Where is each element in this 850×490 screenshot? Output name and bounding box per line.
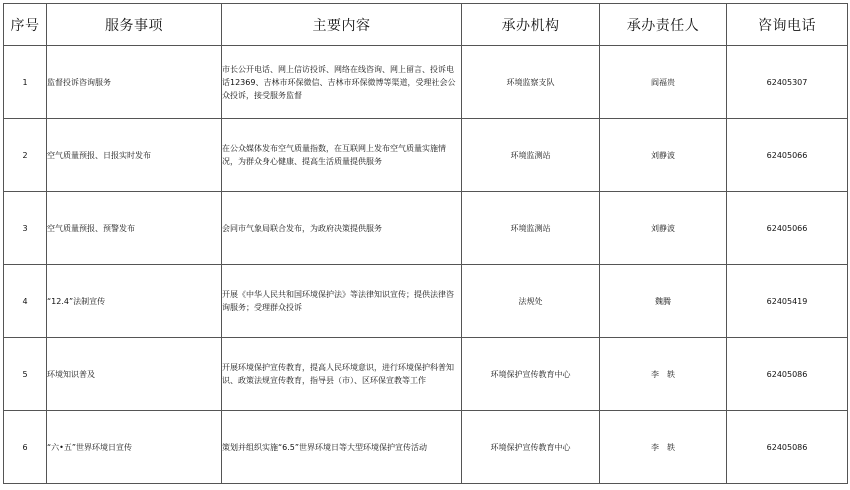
service-item: “六•五”世界环境日宣传 <box>47 411 222 484</box>
main-content: 会同市气象局联合发布，为政府决策提供服务 <box>222 192 462 265</box>
service-item: “12.4”法制宣传 <box>47 265 222 338</box>
service-table <box>3 3 848 484</box>
table-row <box>4 411 848 484</box>
service-item: 空气质量预报、日报实时发布 <box>47 119 222 192</box>
responsible-person: 魏腾 <box>600 265 727 338</box>
phone-number: 62405086 <box>727 411 848 484</box>
phone-number: 62405419 <box>727 265 848 338</box>
table-row <box>4 265 848 338</box>
row-number: 5 <box>4 338 47 411</box>
phone-number: 62405066 <box>727 192 848 265</box>
organization: 环境监察支队 <box>462 46 600 119</box>
organization: 环境监测站 <box>462 119 600 192</box>
table-row <box>4 119 848 192</box>
main-content: 策划并组织实施“6.5”世界环境日等大型环境保护宣传活动 <box>222 411 462 484</box>
main-content: 开展环境保护宣传教育，提高人民环境意识，进行环境保护科普知识、政策法规宣传教育，指导县（市）、区环保宣教等工作 <box>222 338 462 411</box>
organization: 环境保护宣传教育中心 <box>462 338 600 411</box>
responsible-person: 刘静波 <box>600 192 727 265</box>
row-number: 4 <box>4 265 47 338</box>
row-number: 2 <box>4 119 47 192</box>
header-service-item: 服务事项 <box>47 4 222 46</box>
phone-number: 62405086 <box>727 338 848 411</box>
row-number: 1 <box>4 46 47 119</box>
service-item: 监督投诉咨询服务 <box>47 46 222 119</box>
table-row <box>4 46 848 119</box>
header-phone: 咨询电话 <box>727 4 848 46</box>
table-row <box>4 338 848 411</box>
row-number: 3 <box>4 192 47 265</box>
responsible-person: 刘静波 <box>600 119 727 192</box>
phone-number: 62405066 <box>727 119 848 192</box>
responsible-person: 阎福贵 <box>600 46 727 119</box>
row-number: 6 <box>4 411 47 484</box>
organization: 法规处 <box>462 265 600 338</box>
main-content: 在公众媒体发布空气质量指数，在互联网上发布空气质量实施情况，为群众身心健康、提高生活质量提供服务 <box>222 119 462 192</box>
organization: 环境监测站 <box>462 192 600 265</box>
table-header-row <box>4 4 848 46</box>
table-row <box>4 192 848 265</box>
header-main-content: 主要内容 <box>222 4 462 46</box>
service-item: 空气质量预报、预警发布 <box>47 192 222 265</box>
header-responsible-person: 承办责任人 <box>600 4 727 46</box>
responsible-person: 李 轶 <box>600 411 727 484</box>
responsible-person: 李 轶 <box>600 338 727 411</box>
header-no: 序号 <box>4 4 47 46</box>
phone-number: 62405307 <box>727 46 848 119</box>
service-item: 环境知识普及 <box>47 338 222 411</box>
main-content: 市长公开电话、网上信访投诉、网络在线咨询、网上留言、投诉电话12369、吉林市环保微信、吉林市环保微博等渠道，受理社会公众投诉，接受服务监督 <box>222 46 462 119</box>
header-organization: 承办机构 <box>462 4 600 46</box>
organization: 环境保护宣传教育中心 <box>462 411 600 484</box>
main-content: 开展《中华人民共和国环境保护法》等法律知识宣传；提供法律咨询服务；受理群众投诉 <box>222 265 462 338</box>
